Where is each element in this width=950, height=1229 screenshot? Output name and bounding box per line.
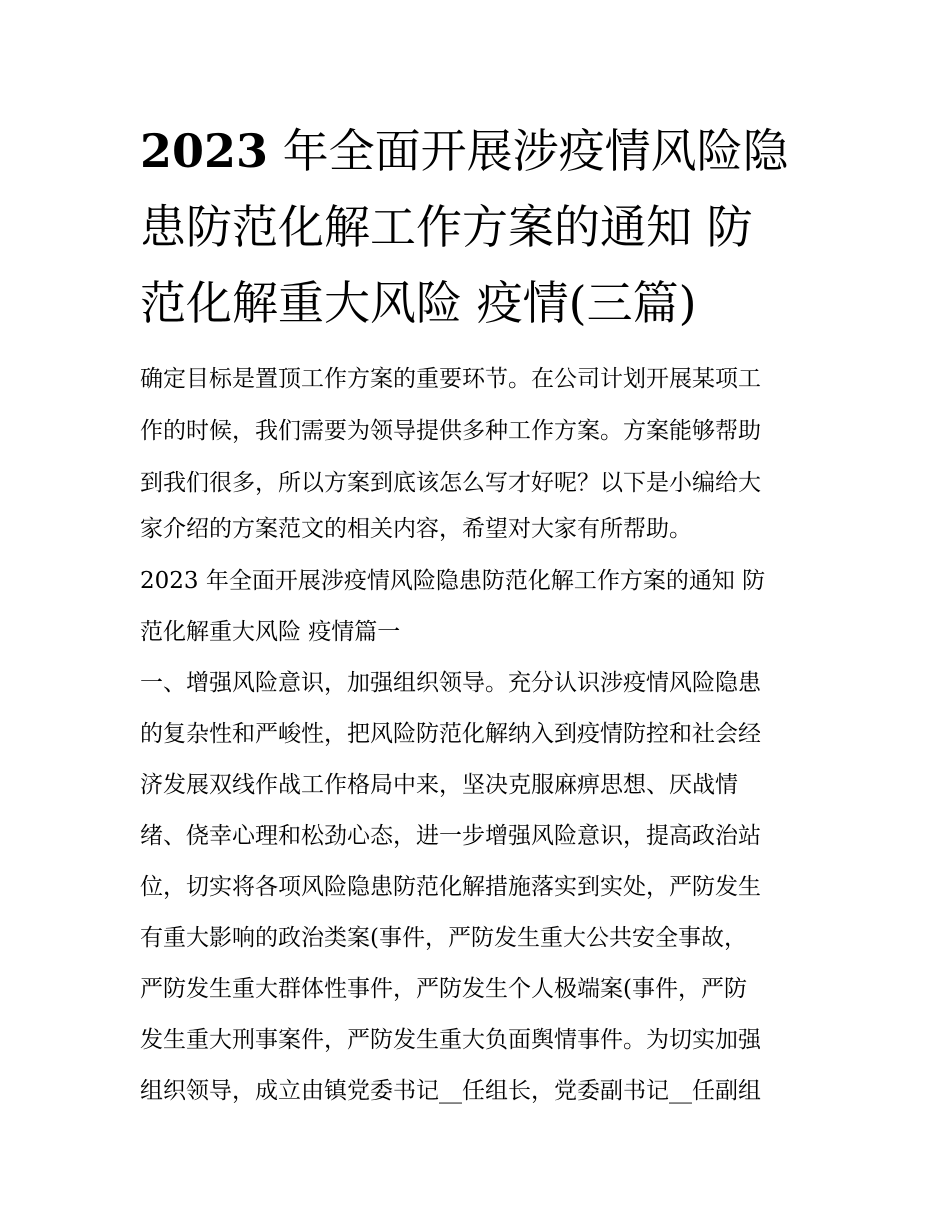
body-line-15: 组织领导，成立由镇党委书记__任组长，党委副书记__任副组 [140,1078,761,1104]
body-line-1: 确定目标是置顶工作方案的重要环节。在公司计划开展某项工 [140,366,761,392]
body-line-2: 作的时候，我们需要为领导提供多种工作方案。方案能够帮助 [140,418,761,444]
body-line-3: 到我们很多，所以方案到底该怎么写才好呢？以下是小编给大 [140,470,761,496]
body-line-9: 济发展双线作战工作格局中来，坚决克服麻痹思想、厌战情 [140,772,738,798]
body-line-8: 的复杂性和严峻性，把风险防范化解纳入到疫情防控和社会经 [140,721,761,747]
body-line-13: 严防发生重大群体性事件，严防发生个人极端案(事件，严防 [140,976,747,1002]
body-line-4: 家介绍的方案范文的相关内容，希望对大家有所帮助。 [140,516,692,542]
section-heading-line-1: 2023 年全面开展涉疫情风险隐患防范化解工作方案的通知 防 [140,568,766,594]
section-heading-line-2: 范化解重大风险 疫情篇一 [140,619,401,645]
body-line-12: 有重大影响的政治类案(事件，严防发生重大公共安全事故， [140,925,747,951]
document-title-line-2: 患防范化解工作方案的通知 防 [140,200,753,254]
document-title-line-1 [140,124,789,178]
body-line-7: 一、增强风险意识，加强组织领导。充分认识涉疫情风险隐患 [140,670,761,696]
body-line-10: 绪、侥幸心理和松劲心态，进一步增强风险意识，提高政治站 [140,823,761,849]
document-title-line-3: 范化解重大风险 疫情(三篇) [140,276,697,330]
body-line-14: 发生重大刑事案件，严防发生重大负面舆情事件。为切实加强 [140,1027,761,1053]
body-line-11: 位，切实将各项风险隐患防范化解措施落实到实处，严防发生 [140,874,761,900]
document-title-line-1-text: 年全面开展涉疫情风险隐 [282,124,789,178]
document-title-year: 2023 [140,124,269,178]
